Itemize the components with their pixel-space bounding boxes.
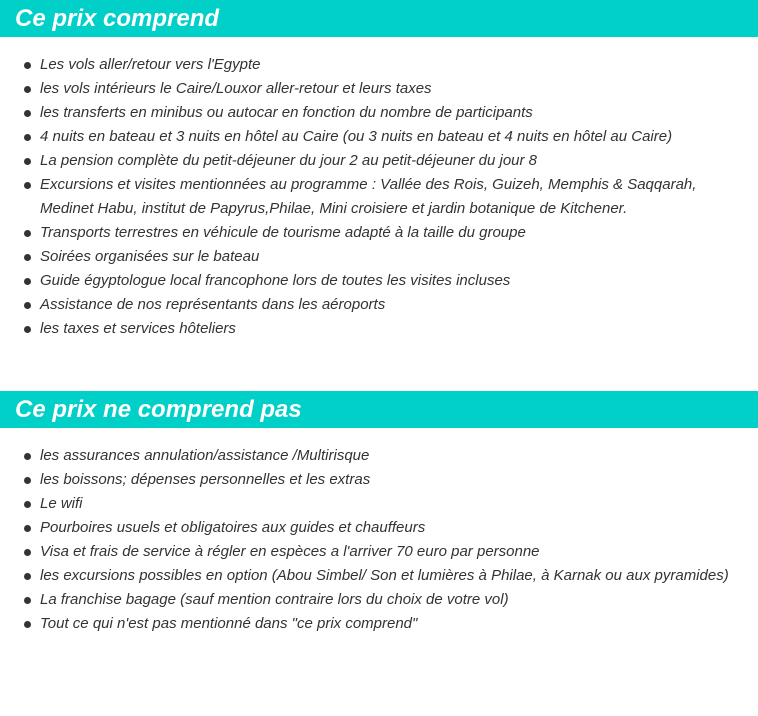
includes-list-item: Les vols aller/retour vers l'Egypte bbox=[0, 53, 758, 77]
excludes-list-item: Tout ce qui n'est pas mentionné dans "ce prix comprend" bbox=[0, 612, 758, 636]
includes-list-item: Transports terrestres en véhicule de tourisme adapté à la taille du groupe bbox=[0, 221, 758, 245]
excludes-list-item: Pourboires usuels et obligatoires aux guides et chauffeurs bbox=[0, 516, 758, 540]
includes-list-item: les taxes et services hôteliers bbox=[0, 317, 758, 341]
excludes-list-item: les boissons; dépenses personnelles et les extras bbox=[0, 468, 758, 492]
includes-list-item: Soirées organisées sur le bateau bbox=[0, 245, 758, 269]
excludes-list-item: Visa et frais de service à régler en espèces a l'arriver 70 euro par personne bbox=[0, 540, 758, 564]
excludes-list-item: La franchise bagage (sauf mention contraire lors du choix de votre vol) bbox=[0, 588, 758, 612]
includes-list-item: La pension complète du petit-déjeuner du jour 2 au petit-déjeuner du jour 8 bbox=[0, 149, 758, 173]
includes-list-item: Assistance de nos représentants dans les aéroports bbox=[0, 293, 758, 317]
excludes-list-item: les excursions possibles en option (Abou Simbel/ Son et lumières à Philae, à Karnak ou aux pyramides) bbox=[0, 564, 758, 588]
includes-section-title: Ce prix comprend bbox=[0, 0, 758, 37]
includes-list-item: les transferts en minibus ou autocar en fonction du nombre de participants bbox=[0, 101, 758, 125]
includes-list-item: les vols intérieurs le Caire/Louxor aller-retour et leurs taxes bbox=[0, 77, 758, 101]
excludes-list-item: Le wifi bbox=[0, 492, 758, 516]
excludes-list bbox=[0, 444, 758, 636]
excludes-list-item: les assurances annulation/assistance /Multirisque bbox=[0, 444, 758, 468]
includes-list-item: 4 nuits en bateau et 3 nuits en hôtel au Caire (ou 3 nuits en bateau et 4 nuits en hôtel au Caire) bbox=[0, 125, 758, 149]
includes-list bbox=[0, 53, 758, 341]
excludes-section-title: Ce prix ne comprend pas bbox=[0, 391, 758, 428]
includes-list-item: Guide égyptologue local francophone lors de toutes les visites incluses bbox=[0, 269, 758, 293]
includes-list-item: Excursions et visites mentionnées au programme : Vallée des Rois, Guizeh, Memphis & Saqqarah, Medinet Habu, institut de Papyrus,Philae, Mini croisiere et jardin botanique de Kitchener. bbox=[0, 173, 758, 221]
